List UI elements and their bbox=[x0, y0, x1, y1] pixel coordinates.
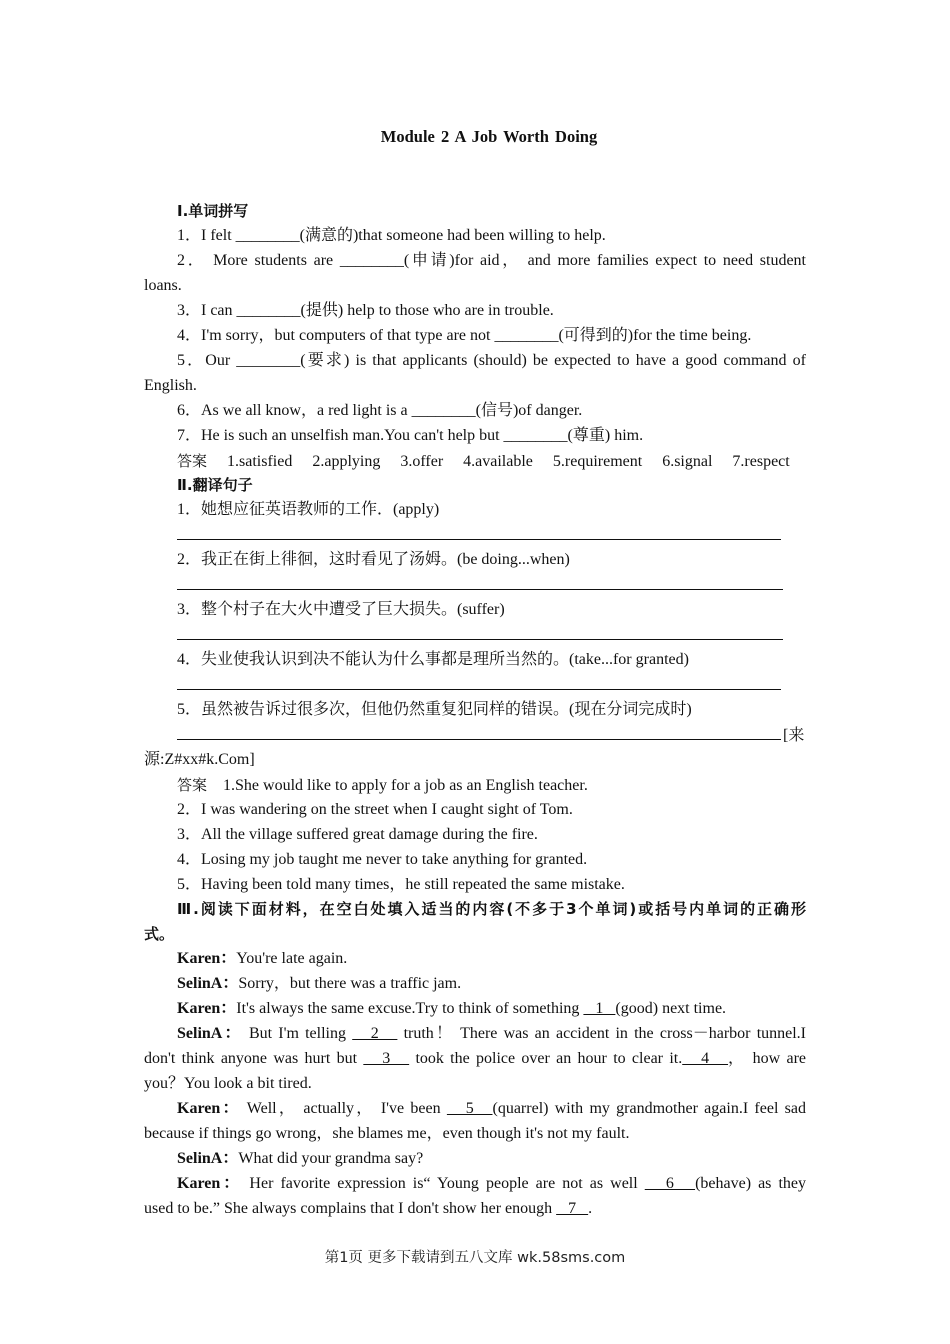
blank-6[interactable]: 6 bbox=[644, 1175, 696, 1192]
blank-4[interactable]: 4 bbox=[682, 1050, 729, 1067]
s2-answer-line-3[interactable] bbox=[144, 625, 806, 646]
answer-item: 3.offer bbox=[400, 453, 444, 470]
dialogue-text: (behave) as they bbox=[695, 1175, 807, 1192]
dialogue-line bbox=[144, 1049, 806, 1069]
dialogue-text: Well， actually， I've been bbox=[240, 1100, 447, 1117]
dialogue-line bbox=[144, 1024, 806, 1044]
s1-q4: 4．I'm sorry，but computers of that type are not ________(可得到的)for the time being. bbox=[177, 327, 752, 344]
dialogue-line bbox=[144, 999, 806, 1019]
dialogue-text: (quarrel) with my grandmother again.I feel sad bbox=[492, 1100, 806, 1117]
answer-item: 6.signal bbox=[662, 453, 713, 470]
s2-answer-5: 5．Having been told many times，he still repeated the same mistake. bbox=[177, 876, 625, 893]
dialogue-line: you？You look a bit tired. bbox=[144, 1075, 312, 1092]
dialogue-line bbox=[144, 1099, 806, 1119]
answer-item: 7.respect bbox=[732, 453, 790, 470]
s2-answer-line-2[interactable] bbox=[144, 575, 806, 596]
blank-2[interactable]: 2 bbox=[352, 1025, 398, 1042]
answer-label: 答案 bbox=[177, 452, 208, 470]
speaker-karen: Karen： bbox=[177, 950, 237, 967]
source-tag-cont: 源:Z#xx#k.Com] bbox=[144, 751, 255, 768]
s1-q3: 3．I can ________(提供) help to those who are in trouble. bbox=[177, 302, 554, 319]
dialogue-text: It's always the same excuse.Try to think of something bbox=[236, 1000, 584, 1017]
speaker-karen: Karen： bbox=[177, 1100, 241, 1117]
s1-answers bbox=[144, 451, 806, 472]
speaker-karen: Karen： bbox=[177, 1000, 237, 1017]
dialogue-text: took the police over an hour to clear it. bbox=[409, 1050, 683, 1067]
section-3-heading-cont: 式。 bbox=[144, 925, 175, 943]
dialogue-text: But I'm telling bbox=[242, 1025, 353, 1042]
s2-q3: 3．整个村子在大火中遭受了巨大损失。(suffer) bbox=[177, 601, 505, 618]
answer-item: 5.requirement bbox=[552, 453, 643, 470]
s2-q4: 4．失业使我认识到决不能认为什么事都是理所当然的。(take...for granted) bbox=[177, 651, 689, 668]
section-2-heading: Ⅱ.翻译句子 bbox=[177, 476, 253, 494]
speaker-selina: SelinA： bbox=[177, 975, 239, 992]
dialogue-text: truth！ There was an accident in the cross－harbor tunnel.I bbox=[397, 1025, 807, 1042]
dialogue-text: What did your grandma say? bbox=[238, 1150, 424, 1167]
section-1-heading: Ⅰ.单词拼写 bbox=[177, 202, 249, 220]
answer-item: 2.applying bbox=[312, 453, 381, 470]
answer-text: 1.She would like to apply for a job as an English teacher. bbox=[223, 777, 588, 794]
s1-q5-line2: English. bbox=[144, 377, 197, 394]
dialogue-text: used to be.” She always complains that I don't show her enough bbox=[144, 1200, 557, 1217]
dialogue-text: Sorry，but there was a traffic jam. bbox=[238, 975, 462, 992]
dialogue-text: You're late again. bbox=[236, 950, 348, 967]
s2-q2: 2．我正在街上徘徊，这时看见了汤姆。(be doing...when) bbox=[177, 551, 570, 568]
s1-q7: 7．He is such an unselfish man.You can't help but ________(尊重) him. bbox=[177, 427, 644, 444]
speaker-selina: SelinA： bbox=[177, 1025, 243, 1042]
dialogue-text: don't think anyone was hurt but bbox=[144, 1050, 364, 1067]
dialogue-line bbox=[144, 974, 806, 994]
dialogue-line bbox=[144, 1149, 806, 1169]
s2-answer-line-5[interactable] bbox=[144, 725, 806, 746]
s2-answer-line-4[interactable] bbox=[144, 675, 806, 696]
s1-q1: 1．I felt ________(满意的)that someone had been willing to help. bbox=[177, 227, 606, 244]
blank-1[interactable]: 1 bbox=[583, 1000, 616, 1017]
dialogue-line bbox=[144, 1174, 806, 1194]
answer-label: 答案 bbox=[177, 776, 208, 794]
s1-q2-line1: 2． More students are ________(申请)for aid， and more families expect to need student bbox=[177, 252, 806, 269]
s2-answer-1 bbox=[144, 775, 806, 796]
s1-q6: 6．As we all know，a red light is a ________(信号)of danger. bbox=[177, 402, 583, 419]
dialogue-line bbox=[144, 1199, 806, 1219]
section-3-heading: Ⅲ.阅读下面材料，在空白处填入适当的内容(不多于3个单词)或括号内单词的正确形 bbox=[177, 900, 806, 918]
dialogue-text: ， how are bbox=[728, 1050, 807, 1067]
speaker-karen: Karen： bbox=[177, 1175, 243, 1192]
answer-item: 1.satisfied bbox=[227, 453, 293, 470]
s2-answer-3: 3．All the village suffered great damage during the fire. bbox=[177, 826, 538, 843]
page-footer: 第1页 更多下载请到五八文库 wk.58sms.com bbox=[324, 1250, 626, 1266]
s2-answer-2: 2．I was wandering on the street when I caught sight of Tom. bbox=[177, 801, 573, 818]
dialogue-text: (good) next time. bbox=[615, 1000, 727, 1017]
dialogue-text: Her favorite expression is“ Young people are not as well bbox=[242, 1175, 645, 1192]
s1-q2-line2: loans. bbox=[144, 277, 182, 294]
s1-q5-line1: 5．Our ________(要求) is that applicants (should) be expected to have a good command of bbox=[177, 352, 806, 369]
blank-5[interactable]: 5 bbox=[446, 1100, 493, 1117]
s2-q5: 5．虽然被告诉过很多次，但他仍然重复犯同样的错误。(现在分词完成时) bbox=[177, 701, 692, 718]
blank-3[interactable]: 3 bbox=[363, 1050, 410, 1067]
s2-q1: 1．她想应征英语教师的工作．(apply) bbox=[177, 501, 440, 518]
page-title: Module 2 A Job Worth Doing bbox=[380, 127, 598, 146]
dialogue-text: . bbox=[588, 1200, 593, 1217]
source-tag: [来 bbox=[783, 727, 805, 744]
dialogue-line bbox=[144, 949, 806, 969]
blank-7[interactable]: 7 bbox=[556, 1200, 589, 1217]
dialogue-line: because if things go wrong，she blames me，even though it's not my fault. bbox=[144, 1125, 630, 1142]
answer-item: 4.available bbox=[463, 453, 533, 470]
speaker-selina: SelinA： bbox=[177, 1150, 239, 1167]
s2-answer-line-1[interactable] bbox=[144, 525, 806, 546]
s2-answer-4: 4．Losing my job taught me never to take anything for granted. bbox=[177, 851, 588, 868]
